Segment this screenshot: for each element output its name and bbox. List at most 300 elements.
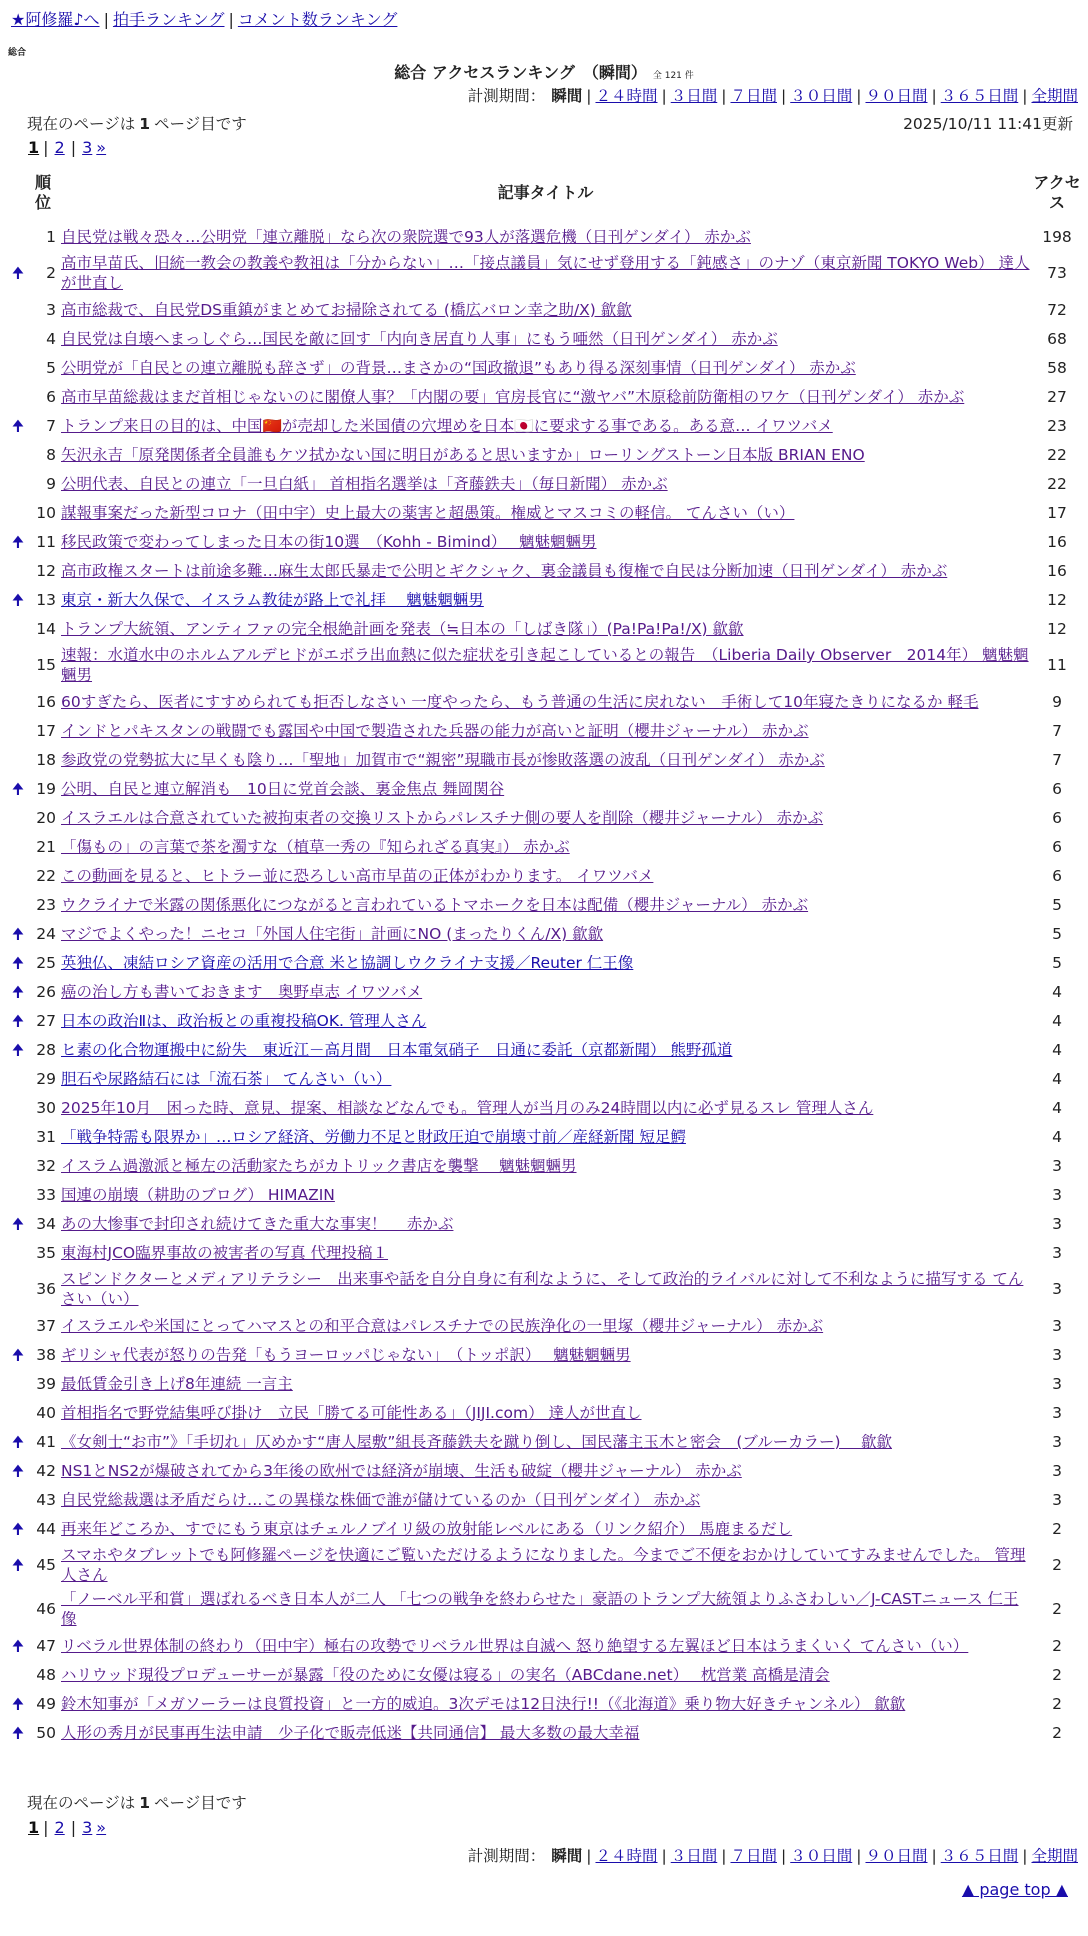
rank-arrow-empty bbox=[6, 745, 30, 774]
rank-arrow-empty bbox=[6, 324, 30, 353]
table-row bbox=[6, 1151, 1082, 1180]
table-row bbox=[6, 1689, 1082, 1718]
access-count: 17 bbox=[1047, 503, 1067, 522]
table-row bbox=[6, 1006, 1082, 1035]
rank-number: 5 bbox=[46, 358, 56, 377]
access-count: 2 bbox=[1052, 1694, 1062, 1713]
article-link[interactable]: 自民党は戦々恐々…公明党「連立離脱」なら次の衆院選で93人が落選危機（日刊ゲンダイ） 赤かぶ bbox=[61, 227, 751, 246]
rank-number: 30 bbox=[36, 1098, 56, 1117]
article-link[interactable]: 人形の秀月が民事再生法申請 少子化で販売低迷【共同通信】 最大多数の最大幸福 bbox=[61, 1723, 640, 1742]
article-link[interactable]: 公明、自民と連立解消も 10日に党首会談、裏金焦点 舞岡関谷 bbox=[61, 779, 505, 798]
rank-number: 32 bbox=[36, 1156, 56, 1175]
access-count: 3 bbox=[1052, 1432, 1062, 1451]
access-count: 3 bbox=[1052, 1374, 1062, 1393]
article-link[interactable]: トランプ来日の目的は、中国🇨🇳が売却した米国債の穴埋めを日本🇯🇵に要求する事である。ある意… イワツバメ bbox=[61, 416, 833, 435]
rank-arrow-empty bbox=[6, 1660, 30, 1689]
pager-page-2[interactable]: 2 bbox=[54, 138, 65, 157]
title-cell bbox=[59, 1587, 1032, 1631]
table-row bbox=[6, 251, 1082, 295]
article-link[interactable]: 公明党が「自民との連立離脱も辞さず」の背景…まさかの“国政撤退”もあり得る深刻事情（日刊ゲンダイ） 赤かぶ bbox=[61, 358, 856, 377]
article-link[interactable]: 「ノーベル平和賞」選ばれるべき日本人が二人 「七つの戦争を終わらせた」豪語のトランプ大統領よりふさわしい／J-CASTニュース 仁王像 bbox=[61, 1590, 1019, 1628]
article-link[interactable]: イスラエルや米国にとってハマスとの和平合意はパレスチナでの民族浄化の一里塚（櫻井ジャーナル） 赤かぶ bbox=[61, 1316, 824, 1335]
table-row bbox=[6, 1514, 1082, 1543]
article-link[interactable]: あの大惨事で封印され続けてきた重大な事実！ 赤かぶ bbox=[61, 1214, 454, 1233]
article-link[interactable]: 速報：水道水中のホルムアルデヒドがエボラ出血熱に似た症状を引き起こしているとの報告 （Liberia Daily Observer 2014年） 魑魅魍魎男 bbox=[61, 646, 1029, 684]
access-count: 6 bbox=[1052, 837, 1062, 856]
rank-number: 39 bbox=[36, 1374, 56, 1393]
rank-number: 28 bbox=[36, 1040, 56, 1059]
ranking-count: 全 121 件 bbox=[652, 71, 694, 81]
current-page-number: 1 bbox=[139, 1794, 150, 1812]
article-link[interactable]: インドとパキスタンの戦闘でも露国や中国で製造された兵器の能力が高いと証明（櫻井ジャーナル） 赤かぶ bbox=[61, 721, 809, 740]
article-link[interactable]: 「戦争特需も限界か」…ロシア経済、労働力不足と財政圧迫で崩壊寸前／産経新聞 短足鰐 bbox=[61, 1127, 686, 1146]
article-link[interactable]: NS1とNS2が爆破されてから3年後の欧州では経済が崩壊、生活も破綻（櫻井ジャーナル） 赤かぶ bbox=[61, 1461, 742, 1480]
table-row bbox=[6, 1122, 1082, 1151]
access-count: 4 bbox=[1052, 982, 1062, 1001]
comment-ranking-link[interactable]: コメント数ランキング bbox=[237, 10, 398, 29]
rank-up-icon: 🠉 bbox=[11, 590, 25, 609]
rank-number: 46 bbox=[36, 1600, 56, 1618]
access-count: 4 bbox=[1052, 1011, 1062, 1030]
access-count: 5 bbox=[1052, 895, 1062, 914]
article-link[interactable]: 東海村JCO臨界事故の被害者の写真 代理投稿１ bbox=[61, 1243, 389, 1262]
access-count: 22 bbox=[1047, 474, 1067, 493]
access-count: 7 bbox=[1052, 750, 1062, 769]
pager-page-2[interactable]: 2 bbox=[54, 1818, 65, 1837]
access-count: 23 bbox=[1047, 416, 1067, 435]
rank-number: 44 bbox=[36, 1519, 56, 1538]
rank-arrow-empty bbox=[6, 1369, 30, 1398]
period-separator: | bbox=[856, 87, 862, 105]
table-row bbox=[6, 643, 1082, 687]
table-row bbox=[6, 1398, 1082, 1427]
article-link[interactable]: 日本の政治Ⅱは、政治板との重複投稿OK. 管理人さん bbox=[61, 1011, 427, 1030]
period-separator: | bbox=[1022, 1847, 1028, 1865]
title-cell bbox=[59, 745, 1032, 774]
article-link[interactable]: 首相指名で野党結集呼び掛け 立民「勝てる可能性ある」（JIJI.com） 達人が世直し bbox=[61, 1403, 642, 1422]
article-link[interactable]: 高市政権スタートは前途多難…麻生太郎氏暴走で公明とギクシャク、裏金議員も復権で自民は分断加速（日刊ゲンダイ） 赤かぶ bbox=[61, 561, 948, 580]
pager-current: 1 bbox=[28, 1818, 40, 1837]
rank-arrow-empty bbox=[6, 1238, 30, 1267]
rank-arrow-empty bbox=[6, 1398, 30, 1427]
rank-up-icon: 🠉 bbox=[11, 416, 25, 435]
rank-arrow-empty bbox=[6, 1311, 30, 1340]
access-count: 2 bbox=[1052, 1556, 1062, 1574]
period-all-link[interactable]: 全期間 bbox=[1031, 1847, 1078, 1865]
header-access: アクセス bbox=[1033, 173, 1081, 212]
period-30d-link[interactable]: ３０日間 bbox=[790, 1847, 853, 1865]
period-90d-link[interactable]: ９０日間 bbox=[865, 1847, 928, 1865]
rank-up-icon: 🠉 bbox=[11, 1345, 25, 1364]
access-count: 4 bbox=[1052, 1127, 1062, 1146]
rank-number: 38 bbox=[36, 1345, 56, 1364]
article-link[interactable]: 自民党総裁選は矛盾だらけ…この異様な株価で誰が儲けているのか（日刊ゲンダイ） 赤かぶ bbox=[61, 1490, 701, 1509]
rank-up-icon: 🠉 bbox=[11, 532, 25, 551]
rank-up-icon: 🠉 bbox=[11, 1214, 25, 1233]
rank-number: 23 bbox=[36, 895, 56, 914]
rank-arrow-empty bbox=[6, 803, 30, 832]
article-link[interactable]: イスラエルは合意されていた被拘束者の交換リストからパレスチナ側の要人を削除（櫻井ジャーナル） 赤かぶ bbox=[61, 808, 824, 827]
nav-separator: | bbox=[103, 10, 109, 29]
table-row bbox=[6, 1340, 1082, 1369]
article-link[interactable]: 高市総裁で、自民党DS重鎮がまとめてお掃除されてる (橋広バロン幸之助/X) 歙歙 bbox=[61, 300, 632, 319]
rank-number: 33 bbox=[36, 1185, 56, 1204]
title-cell bbox=[59, 687, 1032, 716]
article-link[interactable]: 60すぎたら、医者にすすめられても拒否しなさい 一度やったら、もう普通の生活に戻れない 手術して10年寝たきりになるか 軽毛 bbox=[61, 692, 979, 711]
table-row bbox=[6, 977, 1082, 1006]
header-arrow bbox=[6, 164, 30, 222]
title-cell bbox=[59, 1369, 1032, 1398]
table-row bbox=[6, 1267, 1082, 1311]
pagination-bottom bbox=[28, 1818, 108, 1838]
access-count: 3 bbox=[1052, 1345, 1062, 1364]
table-row bbox=[6, 1311, 1082, 1340]
article-link[interactable]: トランプ大統領、アンティファの完全根絶計画を発表（≒日本の「しばき隊」）(Pa!Pa!Pa!/X) 歙歙 bbox=[61, 619, 744, 638]
table-row bbox=[6, 295, 1082, 324]
rank-number: 31 bbox=[36, 1127, 56, 1146]
table-row bbox=[6, 1093, 1082, 1122]
table-row bbox=[6, 1718, 1082, 1747]
rank-up-icon: 🠉 bbox=[11, 924, 25, 943]
title-cell bbox=[59, 1514, 1032, 1543]
title-cell bbox=[59, 1035, 1032, 1064]
title-cell bbox=[59, 1006, 1032, 1035]
rank-arrow-empty bbox=[6, 1180, 30, 1209]
rank-arrow-empty bbox=[6, 1485, 30, 1514]
table-row bbox=[6, 469, 1082, 498]
title-cell bbox=[59, 1689, 1032, 1718]
article-link[interactable]: ハリウッド現役プロデューサーが暴露「役のために女優は寝る」の実名（ABCdane.net） 枕営業 高橋是清会 bbox=[61, 1665, 830, 1684]
pager-next[interactable]: » bbox=[96, 1818, 107, 1837]
title-cell bbox=[59, 716, 1032, 745]
period-selector-top bbox=[468, 87, 1078, 106]
access-count: 72 bbox=[1047, 300, 1067, 319]
rank-arrow-empty bbox=[6, 440, 30, 469]
period-30d-link[interactable]: ３０日間 bbox=[790, 87, 853, 105]
article-link[interactable]: スマホやタブレットでも阿修羅ページを快適にご覧いただけるようになりました。今までご不便をおかけしていてすみませんでした。 管理人さん bbox=[61, 1546, 1026, 1584]
article-link[interactable]: 公明代表、自民との連立「一旦白紙」 首相指名選挙は「斉藤鉄夫」（毎日新聞） 赤かぶ bbox=[61, 474, 668, 493]
period-3d-link[interactable]: ３日間 bbox=[670, 87, 718, 105]
table-header-row bbox=[6, 164, 1082, 222]
access-count: 7 bbox=[1052, 721, 1062, 740]
title-cell bbox=[59, 861, 1032, 890]
table-row bbox=[6, 1631, 1082, 1660]
article-link[interactable]: 胆石や尿路結石には「流石茶」 てんさい（い） bbox=[61, 1069, 392, 1088]
table-row bbox=[6, 832, 1082, 861]
period-separator: | bbox=[781, 87, 787, 105]
title-cell bbox=[59, 1427, 1032, 1456]
period-separator: | bbox=[931, 1847, 937, 1865]
rank-arrow-empty bbox=[6, 556, 30, 585]
title-cell bbox=[59, 440, 1032, 469]
current-page-indicator-bottom bbox=[27, 1794, 247, 1813]
rank-number: 2 bbox=[46, 264, 56, 282]
title-cell bbox=[59, 1543, 1032, 1587]
title-cell bbox=[59, 498, 1032, 527]
pager-page-3[interactable]: 3 bbox=[82, 1818, 93, 1837]
article-link[interactable]: 高市早苗総裁はまだ首相じゃないのに閣僚人事？「内閣の要」官房長官に“激ヤバ”木原稔前防衛相のワケ（日刊ゲンダイ） 赤かぶ bbox=[61, 387, 965, 406]
rank-arrow-empty bbox=[6, 222, 30, 251]
table-row bbox=[6, 861, 1082, 890]
period-24h-link[interactable]: ２４時間 bbox=[595, 1847, 658, 1865]
rank-arrow-empty bbox=[6, 614, 30, 643]
table-row bbox=[6, 1427, 1082, 1456]
title-cell bbox=[59, 382, 1032, 411]
period-separator: | bbox=[661, 1847, 667, 1865]
table-row bbox=[6, 411, 1082, 440]
rank-number: 3 bbox=[46, 300, 56, 319]
title-cell bbox=[59, 1631, 1032, 1660]
rank-number: 8 bbox=[46, 445, 56, 464]
article-link[interactable]: ウクライナで米露の関係悪化につながると言われているトマホークを日本は配備（櫻井ジャーナル） 赤かぶ bbox=[61, 895, 809, 914]
article-link[interactable]: リベラル世界体制の終わり（田中宇）極右の攻勢でリベラル世界は自滅へ 怒り絶望する左翼ほど日本はうまくいく てんさい（い） bbox=[61, 1636, 969, 1655]
table-row bbox=[6, 1180, 1082, 1209]
period-3d-link[interactable]: ３日間 bbox=[670, 1847, 718, 1865]
rank-number: 12 bbox=[36, 561, 56, 580]
access-count: 16 bbox=[1047, 561, 1067, 580]
access-count: 3 bbox=[1052, 1316, 1062, 1335]
period-separator: | bbox=[721, 1847, 727, 1865]
table-row bbox=[6, 803, 1082, 832]
period-separator: | bbox=[856, 1847, 862, 1865]
rank-number: 20 bbox=[36, 808, 56, 827]
table-row bbox=[6, 1238, 1082, 1267]
access-count: 3 bbox=[1052, 1403, 1062, 1422]
article-link[interactable]: 高市早苗氏、旧統一教会の教義や教祖は「分からない」…「接点議員」気にせず登用する「鈍感さ」のナゾ（東京新聞 TOKYO Web） 達人が世直し bbox=[61, 254, 1030, 292]
article-link[interactable]: マジでよくやった！ニセコ「外国人住宅街」計画にNO (まったりくん/X) 歙歙 bbox=[61, 924, 604, 943]
rank-up-icon: 🠉 bbox=[11, 1040, 25, 1059]
period-365d-link[interactable]: ３６５日間 bbox=[940, 87, 1019, 105]
rank-number: 48 bbox=[36, 1665, 56, 1684]
home-link[interactable]: ★阿修羅♪へ bbox=[11, 10, 100, 29]
rank-number: 7 bbox=[46, 416, 56, 435]
period-all-link[interactable]: 全期間 bbox=[1031, 87, 1078, 105]
table-row bbox=[6, 1035, 1082, 1064]
access-count: 3 bbox=[1052, 1243, 1062, 1262]
pager-current: 1 bbox=[28, 138, 40, 157]
article-link[interactable]: ヒ素の化合物運搬中に紛失 東近江－高月間 日本電気硝子 日通に委託（京都新聞） 熊野孤道 bbox=[61, 1040, 733, 1059]
rank-number: 16 bbox=[36, 692, 56, 711]
period-separator: | bbox=[1022, 87, 1028, 105]
table-row bbox=[6, 774, 1082, 803]
title-cell bbox=[59, 1180, 1032, 1209]
table-row bbox=[6, 498, 1082, 527]
article-link[interactable]: 英独仏、凍結ロシア資産の活用で合意 米と協調しウクライナ支援／Reuter 仁王像 bbox=[61, 953, 634, 972]
title-cell bbox=[59, 324, 1032, 353]
article-link[interactable]: 鈴木知事が「メガソーラーは良質投資」と一方的威迫。3次デモは12日決行!!（《北海道》乗り物大好きチャンネル） 歙歙 bbox=[61, 1694, 906, 1713]
article-link[interactable]: 自民党は自壊へまっしぐら…国民を敵に回す「内向き居直り人事」にもう唖然（日刊ゲンダイ） 赤かぶ bbox=[61, 329, 778, 348]
article-link[interactable]: 癌の治し方も書いておきます 奥野卓志 イワツバメ bbox=[61, 982, 423, 1001]
access-count: 3 bbox=[1052, 1156, 1062, 1175]
table-row bbox=[6, 687, 1082, 716]
rank-arrow-empty bbox=[6, 1151, 30, 1180]
access-count: 2 bbox=[1052, 1519, 1062, 1538]
table-row bbox=[6, 919, 1082, 948]
rank-number: 47 bbox=[36, 1636, 56, 1655]
access-count: 9 bbox=[1052, 692, 1062, 711]
table-row bbox=[6, 1064, 1082, 1093]
table-row bbox=[6, 1369, 1082, 1398]
rank-number: 6 bbox=[46, 387, 56, 406]
table-row bbox=[6, 527, 1082, 556]
article-link[interactable]: 再来年どころか、すでにもう東京はチェルノブイリ級の放射能レベルにある（リンク紹介） 馬鹿まるだし bbox=[61, 1519, 793, 1538]
rank-number: 35 bbox=[36, 1243, 56, 1262]
pager-next[interactable]: » bbox=[96, 138, 107, 157]
period-separator: | bbox=[931, 87, 937, 105]
title-cell bbox=[59, 222, 1032, 251]
article-link[interactable]: 移民政策で変わってしまった日本の街10選 （Kohh - Bimind） 魑魅魍魎男 bbox=[61, 532, 597, 551]
table-row bbox=[6, 745, 1082, 774]
title-cell bbox=[59, 977, 1032, 1006]
title-cell bbox=[59, 1093, 1032, 1122]
rank-arrow-empty bbox=[6, 498, 30, 527]
period-label: 計測期間： bbox=[467, 1847, 546, 1865]
period-separator: | bbox=[721, 87, 727, 105]
pager-page-3[interactable]: 3 bbox=[82, 138, 93, 157]
access-count: 2 bbox=[1052, 1636, 1062, 1655]
rank-arrow-empty bbox=[6, 1267, 30, 1311]
period-7d-link[interactable]: ７日間 bbox=[730, 1847, 777, 1865]
rank-up-icon: 🠉 bbox=[11, 1432, 25, 1451]
access-count: 27 bbox=[1047, 387, 1067, 406]
clap-ranking-link[interactable]: 拍手ランキング bbox=[112, 10, 225, 29]
article-link[interactable]: この動画を見ると、ヒトラー並に恐ろしい高市早苗の正体がわかります。 イワツバメ bbox=[61, 866, 654, 885]
rank-arrow-empty bbox=[6, 832, 30, 861]
rank-number: 9 bbox=[46, 474, 56, 493]
period-7d-link[interactable]: ７日間 bbox=[730, 87, 777, 105]
pager-separator: | bbox=[43, 1818, 49, 1837]
rank-number: 27 bbox=[36, 1011, 56, 1030]
rank-number: 18 bbox=[36, 750, 56, 769]
article-link[interactable]: 最低賃金引き上げ8年連続 一言主 bbox=[61, 1374, 293, 1393]
period-separator: | bbox=[781, 1847, 787, 1865]
page-top-link[interactable]: ▲ page top ▲ bbox=[961, 1880, 1068, 1899]
table-row bbox=[6, 353, 1082, 382]
title-cell bbox=[59, 1340, 1032, 1369]
rank-up-icon: 🠉 bbox=[11, 264, 25, 282]
nav-separator: | bbox=[228, 10, 234, 29]
article-link[interactable]: 2025年10月 困った時、意見、提案、相談などなんでも。管理人が当月のみ24時間以内に必ず見るスレ 管理人さん bbox=[61, 1098, 874, 1117]
rank-number: 24 bbox=[36, 924, 56, 943]
table-row bbox=[6, 1543, 1082, 1587]
title-cell bbox=[59, 803, 1032, 832]
article-link[interactable]: 謀報事案だった新型コロナ（田中宇）史上最大の薬害と超愚策。権威とマスコミの軽信。 てんさい（い） bbox=[61, 503, 795, 522]
ranking-heading bbox=[0, 63, 1088, 83]
access-count: 3 bbox=[1052, 1461, 1062, 1480]
table-row bbox=[6, 716, 1082, 745]
access-count: 3 bbox=[1052, 1185, 1062, 1204]
article-link[interactable]: 東京・新大久保で、イスラム教徒が路上で礼拝 魑魅魍魎男 bbox=[61, 590, 484, 609]
access-count: 198 bbox=[1042, 227, 1072, 246]
access-count: 11 bbox=[1047, 656, 1067, 674]
period-separator: | bbox=[586, 87, 592, 105]
article-link[interactable]: 国連の崩壊（耕助のブログ） HIMAZIN bbox=[61, 1185, 335, 1204]
title-cell bbox=[59, 1267, 1032, 1311]
article-link[interactable]: スピンドクターとメディアリテラシー 出来事や話を自分自身に有利なように、そして政治的ライバルに対して不利なように描写する てんさい（い） bbox=[61, 1270, 1024, 1308]
rank-arrow-empty bbox=[6, 643, 30, 687]
access-count: 22 bbox=[1047, 445, 1067, 464]
rank-up-icon: 🠉 bbox=[11, 1636, 25, 1655]
article-link[interactable]: ギリシャ代表が怒りの告発「もうヨーロッパじゃない」 （トッポ訳） 魑魅魍魎男 bbox=[61, 1345, 631, 1364]
access-count: 12 bbox=[1047, 590, 1067, 609]
period-90d-link[interactable]: ９０日間 bbox=[865, 87, 928, 105]
title-cell bbox=[59, 411, 1032, 440]
article-link[interactable]: 参政党の党勢拡大に早くも陰り…「聖地」加賀市で“親密”現職市長が惨敗落選の波乱（日刊ゲンダイ） 赤かぶ bbox=[61, 750, 825, 769]
title-cell bbox=[59, 1398, 1032, 1427]
title-cell bbox=[59, 774, 1032, 803]
title-cell bbox=[59, 890, 1032, 919]
access-count: 3 bbox=[1052, 1490, 1062, 1509]
title-cell bbox=[59, 643, 1032, 687]
title-cell bbox=[59, 1485, 1032, 1514]
period-separator: | bbox=[661, 87, 667, 105]
article-link[interactable]: 矢沢永吉「原発関係者全員誰もケツ拭かない国に明日があると思いますか」ローリングストーン日本版 BRIAN ENO bbox=[61, 445, 865, 464]
title-cell bbox=[59, 295, 1032, 324]
page-label: 総合 bbox=[8, 48, 27, 58]
rank-number: 45 bbox=[36, 1556, 56, 1574]
table-row bbox=[6, 324, 1082, 353]
ranking-table bbox=[6, 164, 1082, 1747]
article-link[interactable]: 「傷もの」の言葉で茶を濁すな（植草一秀の『知られざる真実』） 赤かぶ bbox=[61, 837, 570, 856]
article-link[interactable]: イスラム過激派と極左の活動家たちがカトリック書店を襲撃 魑魅魍魎男 bbox=[61, 1156, 577, 1175]
table-row bbox=[6, 585, 1082, 614]
table-row bbox=[6, 1485, 1082, 1514]
table-row bbox=[6, 382, 1082, 411]
current-page-suffix: ページ目です bbox=[154, 1794, 247, 1812]
rank-arrow-empty bbox=[6, 382, 30, 411]
rank-number: 22 bbox=[36, 866, 56, 885]
current-page-suffix: ページ目です bbox=[154, 115, 247, 133]
current-page-prefix: 現在のページは bbox=[27, 115, 136, 133]
rank-arrow-empty bbox=[6, 469, 30, 498]
table-row bbox=[6, 1209, 1082, 1238]
title-cell bbox=[59, 1064, 1032, 1093]
rank-up-icon: 🠉 bbox=[11, 779, 25, 798]
access-count: 4 bbox=[1052, 1098, 1062, 1117]
rank-number: 4 bbox=[46, 329, 56, 348]
current-page-prefix: 現在のページは bbox=[27, 1794, 136, 1812]
rank-up-icon: 🠉 bbox=[11, 1011, 25, 1030]
title-cell bbox=[59, 919, 1032, 948]
period-selector-bottom bbox=[468, 1847, 1078, 1866]
title-cell bbox=[59, 1718, 1032, 1747]
access-count: 3 bbox=[1052, 1214, 1062, 1233]
rank-up-icon: 🠉 bbox=[11, 1694, 25, 1713]
title-cell bbox=[59, 1209, 1032, 1238]
article-link[interactable]: 《女剣士“お市”》「手切れ」仄めかす“唐人屋敷”組長斉藤鉄夫を蹴り倒し、国民藩主玉木と密会 (ブルーカラー) 歙歙 bbox=[61, 1432, 892, 1451]
title-cell bbox=[59, 527, 1032, 556]
title-cell bbox=[59, 1456, 1032, 1485]
rank-number: 41 bbox=[36, 1432, 56, 1451]
rank-number: 1 bbox=[46, 227, 56, 246]
current-page-indicator bbox=[27, 115, 247, 134]
title-cell bbox=[59, 1660, 1032, 1689]
access-count: 3 bbox=[1052, 1280, 1062, 1298]
access-count: 2 bbox=[1052, 1665, 1062, 1684]
rank-arrow-empty bbox=[6, 1064, 30, 1093]
rank-number: 17 bbox=[36, 721, 56, 740]
current-page-number: 1 bbox=[139, 115, 150, 133]
period-365d-link[interactable]: ３６５日間 bbox=[940, 1847, 1019, 1865]
access-count: 6 bbox=[1052, 808, 1062, 827]
access-count: 6 bbox=[1052, 779, 1062, 798]
access-count: 2 bbox=[1052, 1600, 1062, 1618]
period-24h-link[interactable]: ２４時間 bbox=[595, 87, 658, 105]
rank-up-icon: 🠉 bbox=[11, 982, 25, 1001]
rank-arrow-empty bbox=[6, 861, 30, 890]
table-row bbox=[6, 614, 1082, 643]
ranking-body bbox=[6, 222, 1082, 1747]
